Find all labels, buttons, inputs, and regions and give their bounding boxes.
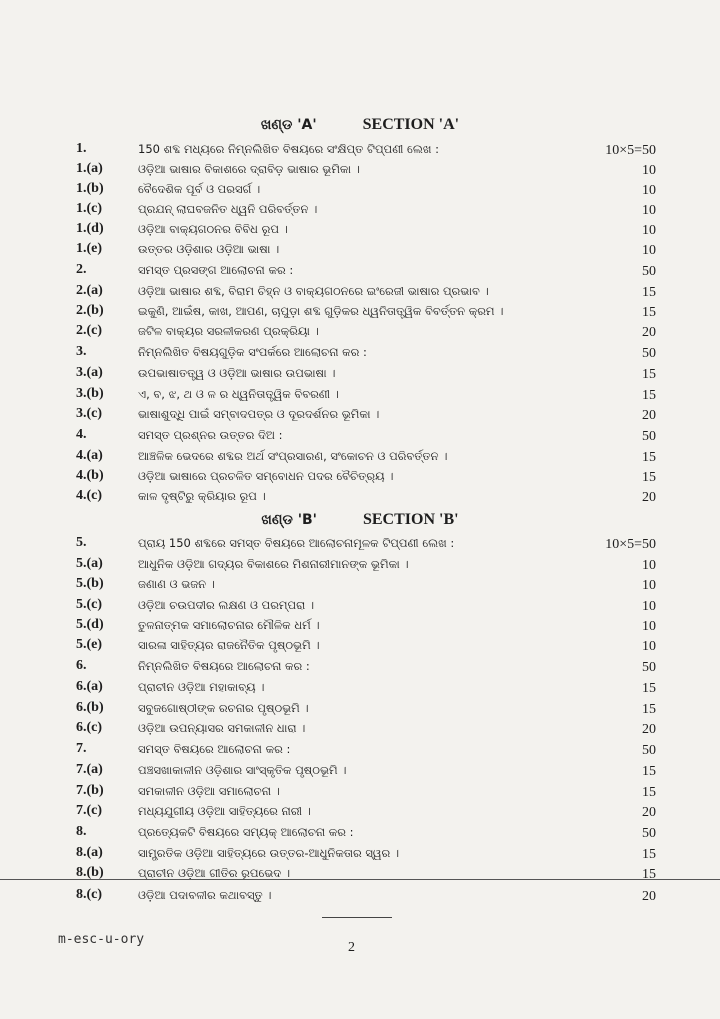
question-text: ପ୍ରାୟ 150 ଶବ୍ଦରେ ସମସ୍ତ ବିଷୟରେ ଆଲୋଚନାମୂଳକ ଟିପ୍ପଣୀ ଲେଖ : [138,536,455,550]
question-row [0,344,720,364]
question-marks: 10 [642,223,656,238]
question-marks: 10 [642,243,656,258]
section-b-heading [0,511,720,529]
question-row [0,865,720,885]
question-text: ପ୍ରତ୍ୟେକଟି ବିଷୟରେ ସମ୍ୟକ୍ ଆଲୋଚନା କର : [138,825,354,839]
question-number: 1.(b) [76,181,104,196]
question-row [0,700,720,720]
question-text: ପ୍ରଯନ୍ ଲାଘବଜନିତ ଧ୍ୱନି ପରିବର୍ତ୍ତନ । [138,202,318,216]
question-row [0,365,720,385]
question-number: 1.(d) [76,221,104,236]
question-text: 150 ଶବ୍ଦ ମଧ୍ୟରେ ନିମ୍ନଲିଖିତ ବିଷୟରେ ସଂକ୍ଷିପ୍ତ ଟିପ୍ପଣୀ ଲେଖ : [138,142,439,156]
question-row [0,658,720,678]
question-row [0,845,720,865]
question-text: ପଞ୍ଚସଖାକାଳୀନ ଓଡ଼ିଶାର ସାଂସ୍କୃତିକ ପୃଷ୍ଠଭୂମି । [138,763,347,777]
question-row [0,303,720,323]
question-row [0,535,720,555]
question-row [0,762,720,782]
page-separator [322,917,392,918]
question-text: ସବୁଜଗୋଷ୍ଠୀଙ୍କ ରଚନାର ପୃଷ୍ଠଭୂମି । [138,701,309,715]
question-text: ଇକୁଣି, ଆଇଁଷ, କାଖ, ଆପଣ, ଚାପୁଡ଼ା ଶବ୍ଦ ଗୁଡ଼ିକର ଧ୍ୱନିତାତ୍ତ୍ୱିକ ବିବର୍ତ୍ତନ କ୍ରମ । [138,304,504,318]
question-text: ତୁଳନାତ୍ମକ ସମାଲୋଚନାର ମୌଳିକ ଧର୍ମ । [138,618,320,632]
question-number: 4.(b) [76,468,104,483]
question-row [0,241,720,261]
question-row [0,824,720,844]
question-text: ନିମ୍ନଲିଖିତ ବିଷୟଗୁଡ଼ିକ ସଂପର୍କରେ ଆଲୋଚନା କର : [138,345,367,359]
paper-code: m-esc-u-ory [58,932,145,947]
question-text: ସମସ୍ତ ପ୍ରସଙ୍ଗ ଆଲୋଚନା କର : [138,263,294,277]
question-number: 1.(c) [76,201,103,216]
question-text: ନିମ୍ନଲିଖିତ ବିଷୟରେ ଆଲୋଚନା କର : [138,659,310,673]
question-row [0,887,720,907]
question-number: 7. [76,741,87,756]
question-number: 6.(b) [76,700,104,715]
question-row [0,576,720,596]
question-text: ସାରଳା ସାହିତ୍ୟର ରାଜନୈତିକ ପୃଷ୍ଠଭୂମି । [138,638,320,652]
question-row [0,679,720,699]
question-text: ଉପଭାଷାତତ୍ତ୍ୱ ଓ ଓଡ଼ିଆ ଭାଷାର ଉପଭାଷା । [138,366,336,380]
question-row [0,720,720,740]
question-number: 6. [76,658,87,673]
question-marks: 20 [642,490,656,505]
question-marks: 15 [642,388,656,403]
question-marks: 50 [642,429,656,444]
question-text: ଜଣାଣ ଓ ଭଜନ । [138,577,215,591]
question-number: 4.(c) [76,488,103,503]
question-text: ଓଡ଼ିଆ ଚଉପଦୀର ଲକ୍ଷଣ ଓ ପରମ୍ପରା । [138,598,315,612]
question-number: 7.(a) [76,762,103,777]
question-number: 7.(c) [76,803,103,818]
question-number: 5. [76,535,87,550]
question-text: ଏ, ବ, ଝ, ଥ ଓ ଳ ର ଧ୍ୱନିତାତ୍ତ୍ୱିକ ବିବରଣୀ । [138,387,339,401]
question-text: ଓଡ଼ିଆ ଉପନ୍ୟାସର ସମକାଳୀନ ଧାରା । [138,721,306,735]
question-number: 1.(a) [76,161,103,176]
question-marks: 50 [642,346,656,361]
question-number: 1. [76,141,87,156]
question-marks: 50 [642,743,656,758]
question-text: ମଧ୍ୟଯୁଗୀୟ ଓଡ଼ିଆ ସାହିତ୍ୟରେ ନାରୀ । [138,804,311,818]
question-text: ଆଞ୍ଚଳିକ ଭେଦରେ ଶବ୍ଦର ଅର୍ଥ ସଂପ୍ରସାରଣ, ସଂକୋଚନ ଓ ପରିବର୍ତ୍ତନ । [138,449,448,463]
section-a-heading [0,116,720,134]
question-marks: 10 [642,558,656,573]
question-marks: 15 [642,450,656,465]
question-row [0,262,720,282]
question-marks: 10 [642,578,656,593]
question-row [0,221,720,241]
section-b-english: SECTION 'B' [362,511,459,528]
question-row [0,406,720,426]
question-row [0,556,720,576]
question-marks: 10 [642,599,656,614]
question-number: 8.(b) [76,865,104,880]
question-marks: 20 [642,889,656,904]
question-marks: 20 [642,408,656,423]
page-number: 2 [348,940,355,955]
question-row [0,741,720,761]
question-text: ଭାଷାଶୁଦ୍ଧି ପାଇଁ ସମ୍ବାଦପତ୍ର ଓ ଦୂରଦର୍ଶନର ଭୂମିକା । [138,407,380,421]
question-marks: 50 [642,660,656,675]
question-marks: 20 [642,722,656,737]
question-marks: 15 [642,285,656,300]
question-row [0,617,720,637]
question-number: 5.(a) [76,556,103,571]
question-text: ଆଧୁନିକ ଓଡ଼ିଆ ଗଦ୍ୟର ବିକାଶରେ ମିଶନାରୀମାନଙ୍କ ଭୂମିକା । [138,557,409,571]
question-marks: 15 [642,367,656,382]
question-text: ପ୍ରାଚୀନ ଓଡ଼ିଆ ଗୀତିର ରୂପଭେଦ । [138,866,291,880]
question-number: 8.(c) [76,887,103,902]
question-marks: 20 [642,325,656,340]
question-number: 5.(b) [76,576,104,591]
question-number: 3.(c) [76,406,103,421]
question-marks: 10 [642,619,656,634]
question-row [0,323,720,343]
question-marks: 15 [642,785,656,800]
question-number: 2.(b) [76,303,104,318]
question-marks: 50 [642,264,656,279]
question-text: ଓଡ଼ିଆ ଭାଷାରେ ପ୍ରଚଳିତ ସମ୍ବୋଧନ ପଦର ବୈଚିତ୍ର୍ୟ । [138,469,394,483]
question-text: କାଳ ଦୃଷ୍ଟିରୁ କ୍ରିୟାର ରୂପ । [138,489,266,503]
question-row [0,427,720,447]
question-row [0,141,720,161]
question-number: 8. [76,824,87,839]
question-text: ଓଡ଼ିଆ ଭାଷାର ଶବ୍ଦ, ବିରାମ ଚିହ୍ନ ଓ ବାକ୍ୟଗଠନରେ ଇଂରେଜୀ ଭାଷାର ପ୍ରଭାବ । [138,284,489,298]
question-text: ପ୍ରାଚୀନ ଓଡ଼ିଆ ମହାକାବ୍ୟ । [138,680,265,694]
question-marks: 10×5=50 [605,143,656,158]
question-marks: 15 [642,764,656,779]
question-text: ଜଟିଳ ବାକ୍ୟର ସରଳୀକରଣ ପ୍ରକ୍ରିୟା । [138,324,319,338]
question-text: ଓଡ଼ିଆ ବାକ୍ୟଗଠନର ବିବିଧ ରୂପ । [138,222,288,236]
question-marks: 15 [642,867,656,882]
question-text: ଓଡ଼ିଆ ଭାଷାର ବିକାଶରେ ଦ୍ରାବିଡ଼ ଭାଷାର ଭୂମିକା । [138,162,360,176]
question-row [0,783,720,803]
question-number: 4.(a) [76,448,103,463]
question-number: 2. [76,262,87,277]
question-number: 3. [76,344,87,359]
section-b-odia: ଖଣ୍ଡ 'B' [261,512,317,528]
question-row [0,448,720,468]
question-number: 3.(a) [76,365,103,380]
question-marks: 15 [642,702,656,717]
question-marks: 10 [642,163,656,178]
question-row [0,488,720,508]
horizontal-rule [0,879,720,880]
question-marks: 10 [642,203,656,218]
question-row [0,597,720,617]
question-marks: 15 [642,847,656,862]
question-number: 6.(a) [76,679,103,694]
question-row [0,468,720,488]
question-row [0,386,720,406]
question-text: ଓଡ଼ିଆ ପଦାବଳୀର କଥାବସ୍ତୁ । [138,888,272,902]
question-row [0,181,720,201]
question-text: ସମକାଳୀନ ଓଡ଼ିଆ ସମାଲୋଚନା । [138,784,280,798]
question-row [0,201,720,221]
question-text: ସାମ୍ପ୍ରତିକ ଓଡ଼ିଆ ସାହିତ୍ୟରେ ଉତ୍ତର-ଆଧୁନିକତାର ସ୍ୱର । [138,846,400,860]
section-a-odia: ଖଣ୍ଡ 'A' [260,117,317,133]
question-number: 4. [76,427,87,442]
question-marks: 20 [642,805,656,820]
question-number: 3.(b) [76,386,104,401]
question-row [0,803,720,823]
question-number: 5.(d) [76,617,104,632]
question-row [0,283,720,303]
question-number: 5.(e) [76,637,103,652]
question-marks: 10 [642,639,656,654]
question-marks: 15 [642,470,656,485]
question-number: 6.(c) [76,720,103,735]
question-marks: 10 [642,183,656,198]
question-number: 2.(a) [76,283,103,298]
question-row [0,637,720,657]
question-number: 7.(b) [76,783,104,798]
question-text: ଉତ୍ତର ଓଡ଼ିଶାର ଓଡ଼ିଆ ଭାଷା । [138,242,280,256]
question-row [0,161,720,181]
question-marks: 10×5=50 [605,537,656,552]
question-marks: 50 [642,826,656,841]
section-a-english: SECTION 'A' [362,116,460,133]
question-marks: 15 [642,681,656,696]
question-number: 1.(e) [76,241,103,256]
question-number: 2.(c) [76,323,103,338]
question-text: ବୈଦେଶିକ ପୂର୍ବ ଓ ପରସର୍ଗ । [138,182,261,196]
question-text: ସମସ୍ତ ପ୍ରଶ୍ନର ଉତ୍ତର ଦିଅ : [138,428,283,442]
question-number: 5.(c) [76,597,103,612]
question-number: 8.(a) [76,845,103,860]
question-marks: 15 [642,305,656,320]
question-text: ସମସ୍ତ ବିଷୟରେ ଆଲୋଚନା କର : [138,742,291,756]
